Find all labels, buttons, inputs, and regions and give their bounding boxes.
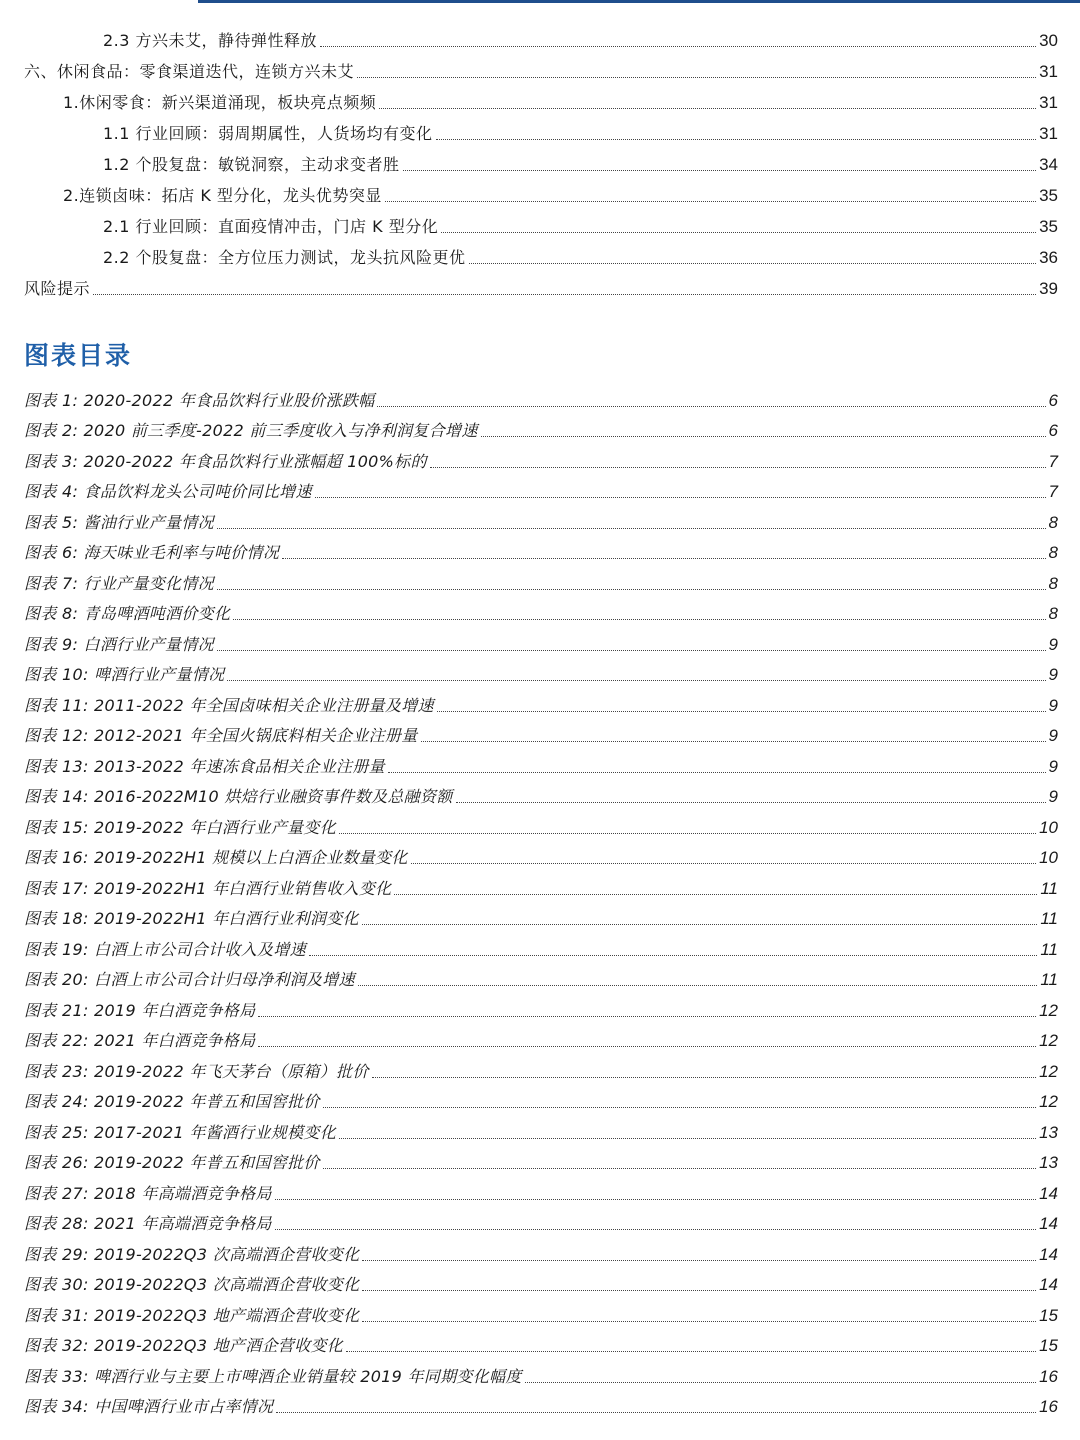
toc-entry-page: 35	[1039, 186, 1058, 205]
chart-entry[interactable]	[0, 411, 1080, 442]
chart-entry-label: 图表 18: 2019-2022H1 年白酒行业利润变化	[24, 909, 359, 928]
dot-leader	[258, 1045, 1036, 1047]
dot-leader	[362, 1320, 1036, 1322]
chart-entry[interactable]	[0, 533, 1080, 564]
chart-entry-label: 图表 27: 2018 年高端酒竞争格局	[24, 1183, 272, 1203]
dot-leader	[436, 138, 1037, 140]
table-of-contents	[0, 20, 1080, 299]
chart-entry-label: 图表 16: 2019-2022H1 规模以上白酒企业数量变化	[24, 848, 408, 867]
chart-entry-label: 图表 25: 2017-2021 年酱酒行业规模变化	[24, 1122, 337, 1142]
chart-entry[interactable]	[0, 1112, 1080, 1143]
chart-entry[interactable]	[0, 1204, 1080, 1235]
chart-entry-label: 图表 5: 酱油行业产量情况	[24, 512, 214, 532]
toc-entry-label: 1.1 行业回顾：弱周期属性，人货场均有变化	[103, 124, 433, 143]
chart-entry[interactable]	[0, 380, 1080, 411]
toc-entry-page: 35	[1039, 217, 1058, 236]
chart-entry-label: 图表 7: 行业产量变化情况	[24, 573, 214, 593]
chart-entry-label: 图表 24: 2019-2022 年普五和国窖批价	[24, 1092, 320, 1111]
dot-leader	[394, 893, 1037, 895]
dot-leader	[275, 1198, 1036, 1200]
dot-leader	[411, 862, 1036, 864]
dot-leader	[217, 527, 1046, 529]
toc-entry[interactable]	[0, 82, 1080, 113]
chart-entry[interactable]	[0, 685, 1080, 716]
toc-entry-label: 风险提示	[24, 279, 91, 298]
dot-leader	[377, 405, 1045, 407]
chart-entry-page: 9	[1048, 787, 1058, 806]
chart-entry-page: 7	[1048, 451, 1058, 471]
dot-leader	[339, 832, 1036, 834]
chart-entry-page: 11	[1040, 970, 1058, 989]
toc-entry-page: 36	[1039, 248, 1058, 267]
chart-entry-label: 图表 10: 啤酒行业产量情况	[24, 665, 225, 684]
chart-entry[interactable]	[0, 960, 1080, 991]
toc-entry-page: 39	[1039, 279, 1058, 298]
chart-entry-page: 10	[1039, 848, 1058, 867]
toc-entry[interactable]	[0, 144, 1080, 175]
dot-leader	[282, 557, 1045, 559]
chart-entry[interactable]	[0, 472, 1080, 503]
chart-entry-page: 6	[1048, 390, 1058, 410]
chart-entry[interactable]	[0, 1265, 1080, 1296]
chart-index	[0, 380, 1080, 1417]
toc-entry-page: 34	[1039, 155, 1058, 174]
header-rule	[198, 0, 1080, 3]
toc-entry[interactable]	[0, 268, 1080, 299]
chart-entry-label: 图表 26: 2019-2022 年普五和国窖批价	[24, 1153, 320, 1172]
chart-entry-page: 9	[1048, 756, 1058, 776]
toc-entry[interactable]	[0, 206, 1080, 237]
toc-entry-label: 1.休闲零食：新兴渠道涌现，板块亮点频频	[63, 93, 377, 112]
chart-entry[interactable]	[0, 1356, 1080, 1387]
dot-leader	[346, 1350, 1036, 1352]
dot-leader	[437, 710, 1046, 712]
dot-leader	[430, 466, 1046, 468]
chart-entry[interactable]	[0, 1387, 1080, 1418]
chart-entry-label: 图表 21: 2019 年白酒竞争格局	[24, 1000, 256, 1020]
toc-entry[interactable]	[0, 20, 1080, 51]
chart-entry-page: 14	[1039, 1183, 1058, 1203]
chart-entry-label: 图表 20: 白酒上市公司合计归母净利润及增速	[24, 970, 355, 989]
toc-entry-label: 2.3 方兴未艾，静待弹性释放	[103, 31, 318, 50]
chart-entry[interactable]	[0, 624, 1080, 655]
chart-entry-page: 11	[1040, 878, 1058, 898]
dot-leader	[385, 200, 1036, 202]
chart-entry-label: 图表 4: 食品饮料龙头公司吨价同比增速	[24, 482, 312, 501]
chart-entry[interactable]	[0, 1082, 1080, 1113]
dot-leader	[403, 169, 1037, 171]
chart-entry[interactable]	[0, 655, 1080, 686]
chart-entry-page: 16	[1039, 1366, 1058, 1386]
dot-leader	[217, 588, 1046, 590]
toc-entry-label: 1.2 个股复盘：敏锐洞察，主动求变者胜	[103, 155, 400, 174]
chart-entry-label: 图表 22: 2021 年白酒竞争格局	[24, 1031, 256, 1050]
chart-entry[interactable]	[0, 899, 1080, 930]
toc-entry[interactable]	[0, 113, 1080, 144]
dot-leader	[362, 923, 1038, 925]
dot-leader	[323, 1106, 1036, 1108]
chart-entry-label: 图表 14: 2016-2022M10 烘焙行业融资事件数及总融资额	[24, 787, 453, 806]
dot-leader	[372, 1076, 1036, 1078]
toc-entry-label: 2.2 个股复盘：全方位压力测试，龙头抗风险更优	[103, 248, 466, 267]
chart-entry-page: 9	[1048, 726, 1058, 745]
chart-entry[interactable]	[0, 838, 1080, 869]
chart-entry-page: 11	[1040, 939, 1058, 959]
chart-entry[interactable]	[0, 807, 1080, 838]
chart-entry-label: 图表 33: 啤酒行业与主要上市啤酒企业销量较 2019 年同期变化幅度	[24, 1366, 522, 1386]
dot-leader	[258, 1015, 1036, 1017]
chart-entry[interactable]	[0, 441, 1080, 472]
chart-entry-label: 图表 13: 2013-2022 年速冻食品相关企业注册量	[24, 756, 385, 776]
dot-leader	[362, 1289, 1036, 1291]
dot-leader	[362, 1259, 1036, 1261]
chart-entry[interactable]	[0, 1173, 1080, 1204]
toc-entry-label: 2.连锁卤味：拓店 K 型分化，龙头优势突显	[63, 186, 382, 205]
chart-entry-page: 12	[1039, 1000, 1058, 1020]
dot-leader	[227, 679, 1045, 681]
dot-leader	[421, 740, 1046, 742]
chart-entry-page: 13	[1039, 1153, 1058, 1172]
chart-entry-label: 图表 6: 海天味业毛利率与吨价情况	[24, 543, 280, 562]
dot-leader	[441, 231, 1036, 233]
chart-entry-page: 9	[1048, 634, 1058, 654]
toc-entry-page: 30	[1039, 31, 1058, 50]
chart-entry[interactable]	[0, 563, 1080, 594]
chart-entry[interactable]	[0, 990, 1080, 1021]
chart-entry[interactable]	[0, 868, 1080, 899]
chart-entry-label: 图表 12: 2012-2021 年全国火锅底料相关企业注册量	[24, 726, 418, 745]
dot-leader	[233, 618, 1045, 620]
chart-entry-label: 图表 19: 白酒上市公司合计收入及增速	[24, 939, 306, 959]
chart-entry[interactable]	[0, 716, 1080, 747]
chart-entry[interactable]	[0, 1143, 1080, 1174]
dot-leader	[217, 649, 1046, 651]
chart-entry[interactable]	[0, 1021, 1080, 1052]
chart-entry[interactable]	[0, 502, 1080, 533]
chart-entry[interactable]	[0, 1051, 1080, 1082]
chart-entry[interactable]	[0, 1326, 1080, 1357]
chart-entry-page: 9	[1048, 665, 1058, 684]
dot-leader	[379, 107, 1036, 109]
dot-leader	[315, 496, 1046, 498]
dot-leader	[275, 1228, 1036, 1230]
chart-entry-label: 图表 9: 白酒行业产量情况	[24, 634, 214, 654]
dot-leader	[469, 262, 1037, 264]
chart-entry-label: 图表 34: 中国啤酒行业市占率情况	[24, 1397, 274, 1416]
dot-leader	[456, 801, 1046, 803]
chart-entry-page: 14	[1039, 1214, 1058, 1233]
chart-entry[interactable]	[0, 1295, 1080, 1326]
dot-leader	[276, 1411, 1036, 1413]
toc-entry-page: 31	[1039, 62, 1058, 81]
dot-leader	[323, 1167, 1036, 1169]
chart-entry-label: 图表 30: 2019-2022Q3 次高端酒企营收变化	[24, 1275, 360, 1294]
chart-entry-page: 12	[1039, 1092, 1058, 1111]
chart-entry-page: 10	[1039, 817, 1058, 837]
dot-leader	[309, 954, 1037, 956]
chart-entry-page: 16	[1039, 1397, 1058, 1416]
dot-leader	[388, 771, 1046, 773]
chart-entry[interactable]	[0, 594, 1080, 625]
chart-entry-page: 8	[1048, 512, 1058, 532]
chart-entry-page: 11	[1040, 909, 1058, 928]
toc-entry-page: 31	[1039, 93, 1058, 112]
chart-entry-label: 图表 3: 2020-2022 年食品饮料行业涨幅超 100%标的	[24, 451, 427, 471]
dot-leader	[93, 293, 1036, 295]
chart-entry-page: 15	[1039, 1336, 1058, 1355]
chart-entry-page: 6	[1048, 421, 1058, 440]
chart-entry-label: 图表 8: 青岛啤酒吨酒价变化	[24, 604, 231, 623]
chart-entry[interactable]	[0, 746, 1080, 777]
dot-leader	[357, 76, 1036, 78]
toc-entry[interactable]	[0, 175, 1080, 206]
dot-leader	[358, 984, 1038, 986]
chart-entry-page: 12	[1039, 1061, 1058, 1081]
toc-entry-page: 31	[1039, 124, 1058, 143]
toc-entry[interactable]	[0, 51, 1080, 82]
chart-entry-label: 图表 23: 2019-2022 年飞天茅台（原箱）批价	[24, 1061, 369, 1081]
toc-entry-label: 六、休闲食品：零食渠道迭代，连锁方兴未艾	[24, 62, 355, 81]
chart-entry-label: 图表 15: 2019-2022 年白酒行业产量变化	[24, 817, 337, 837]
toc-entry[interactable]	[0, 237, 1080, 268]
chart-entry-label: 图表 32: 2019-2022Q3 地产酒企营收变化	[24, 1336, 344, 1355]
chart-entry-label: 图表 11: 2011-2022 年全国卤味相关企业注册量及增速	[24, 695, 434, 715]
chart-entry[interactable]	[0, 1234, 1080, 1265]
chart-entry-page: 8	[1048, 604, 1058, 623]
chart-entry-page: 8	[1048, 543, 1058, 562]
chart-entry-label: 图表 28: 2021 年高端酒竞争格局	[24, 1214, 272, 1233]
dot-leader	[339, 1137, 1036, 1139]
dot-leader	[320, 45, 1036, 47]
chart-entry[interactable]	[0, 929, 1080, 960]
chart-entry-label: 图表 2: 2020 前三季度-2022 前三季度收入与净利润复合增速	[24, 421, 478, 440]
chart-entry-page: 14	[1039, 1275, 1058, 1294]
chart-entry[interactable]	[0, 777, 1080, 808]
chart-entry-page: 14	[1039, 1244, 1058, 1264]
chart-entry-page: 15	[1039, 1305, 1058, 1325]
chart-entry-page: 8	[1048, 573, 1058, 593]
chart-entry-page: 12	[1039, 1031, 1058, 1050]
chart-entry-label: 图表 1: 2020-2022 年食品饮料行业股价涨跌幅	[24, 390, 375, 410]
chart-entry-page: 7	[1048, 482, 1058, 501]
chart-entry-page: 13	[1039, 1122, 1058, 1142]
dot-leader	[481, 435, 1046, 437]
chart-entry-label: 图表 17: 2019-2022H1 年白酒行业销售收入变化	[24, 878, 392, 898]
toc-entry-label: 2.1 行业回顾：直面疫情冲击，门店 K 型分化	[103, 217, 439, 236]
chart-entry-label: 图表 31: 2019-2022Q3 地产端酒企营收变化	[24, 1305, 360, 1325]
chart-entry-label: 图表 29: 2019-2022Q3 次高端酒企营收变化	[24, 1244, 360, 1264]
charts-section-title: 图表目录	[24, 341, 133, 370]
chart-entry-page: 9	[1048, 695, 1058, 715]
dot-leader	[525, 1381, 1036, 1383]
